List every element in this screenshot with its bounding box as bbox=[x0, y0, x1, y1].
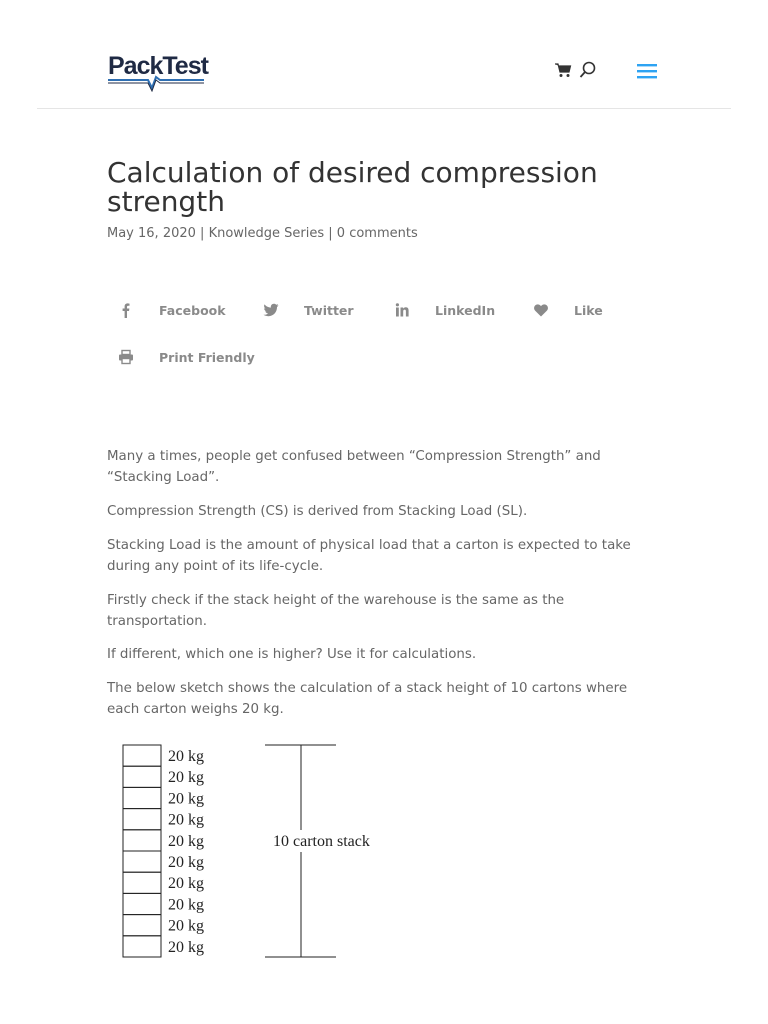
packtest-logo[interactable] bbox=[108, 52, 208, 92]
carton-weight-label: 20 kg bbox=[168, 769, 204, 787]
linkedin-icon bbox=[394, 302, 410, 318]
printer-icon bbox=[118, 349, 134, 365]
carton-stack-diagram bbox=[107, 735, 407, 965]
post-title: Calculation of desired compression strength bbox=[107, 156, 598, 218]
carton-box bbox=[123, 787, 161, 808]
carton-box bbox=[123, 830, 161, 851]
share-facebook-button[interactable] bbox=[118, 302, 226, 318]
like-button[interactable] bbox=[533, 302, 603, 318]
post-date: May 16, 2020 bbox=[107, 226, 196, 241]
header-divider bbox=[37, 108, 731, 109]
paragraph: If different, which one is higher? Use it for calculations. bbox=[107, 647, 477, 662]
carton-weight-label: 20 kg bbox=[168, 748, 204, 765]
paragraph: Compression Strength (CS) is derived from Stacking Load (SL). bbox=[107, 504, 528, 519]
carton-stack bbox=[123, 745, 204, 957]
share-linkedin-button[interactable] bbox=[394, 302, 496, 318]
carton-weight-label: 20 kg bbox=[168, 875, 204, 893]
search-icon[interactable] bbox=[578, 60, 598, 80]
carton-box bbox=[123, 766, 161, 787]
carton-weight-label: 20 kg bbox=[168, 811, 204, 829]
stack-label: 10 carton stack bbox=[273, 833, 370, 850]
carton-box bbox=[123, 809, 161, 830]
share-twitter-button[interactable] bbox=[263, 302, 354, 318]
category-link[interactable]: Knowledge Series bbox=[208, 226, 325, 241]
print-friendly-label: Print Friendly bbox=[159, 349, 255, 365]
share-facebook-label: Facebook bbox=[159, 302, 226, 318]
logo-wave-icon bbox=[108, 74, 204, 92]
carton-box bbox=[123, 893, 161, 914]
carton-box bbox=[123, 915, 161, 936]
carton-weight-label: 20 kg bbox=[168, 896, 204, 914]
like-label: Like bbox=[574, 302, 603, 318]
paragraph: Many a times, people get confused between “Compression Strength” and “Stacking Load”. bbox=[107, 449, 601, 485]
carton-weight-label: 20 kg bbox=[168, 917, 204, 935]
heart-icon bbox=[533, 302, 549, 318]
carton-box bbox=[123, 936, 161, 957]
carton-weight-label: 20 kg bbox=[168, 938, 204, 956]
paragraph: Stacking Load is the amount of physical load that a carton is expected to take during any point of its life-cycle. bbox=[107, 538, 631, 574]
paragraph: Firstly check if the stack height of the warehouse is the same as the transportation. bbox=[107, 593, 565, 629]
carton-box bbox=[123, 851, 161, 872]
cart-icon[interactable] bbox=[554, 61, 572, 79]
carton-box bbox=[123, 745, 161, 766]
comments-link[interactable]: 0 comments bbox=[336, 226, 418, 241]
post-meta bbox=[107, 226, 418, 241]
share-linkedin-label: LinkedIn bbox=[435, 302, 496, 318]
carton-box bbox=[123, 872, 161, 893]
site-header bbox=[0, 0, 768, 108]
facebook-icon bbox=[118, 302, 134, 318]
meta-separator: | bbox=[195, 226, 209, 241]
meta-separator: | bbox=[324, 226, 337, 241]
logo-wordmark: PackTest bbox=[108, 52, 208, 80]
twitter-icon bbox=[263, 302, 279, 318]
print-friendly-button[interactable] bbox=[118, 349, 255, 365]
carton-weight-label: 20 kg bbox=[168, 832, 204, 850]
carton-weight-label: 20 kg bbox=[168, 790, 204, 808]
paragraph: The below sketch shows the calculation of a stack height of 10 cartons where each carton weighs 20 kg. bbox=[107, 681, 628, 717]
carton-weight-label: 20 kg bbox=[168, 854, 204, 871]
menu-icon[interactable] bbox=[636, 62, 658, 80]
share-twitter-label: Twitter bbox=[304, 302, 354, 318]
